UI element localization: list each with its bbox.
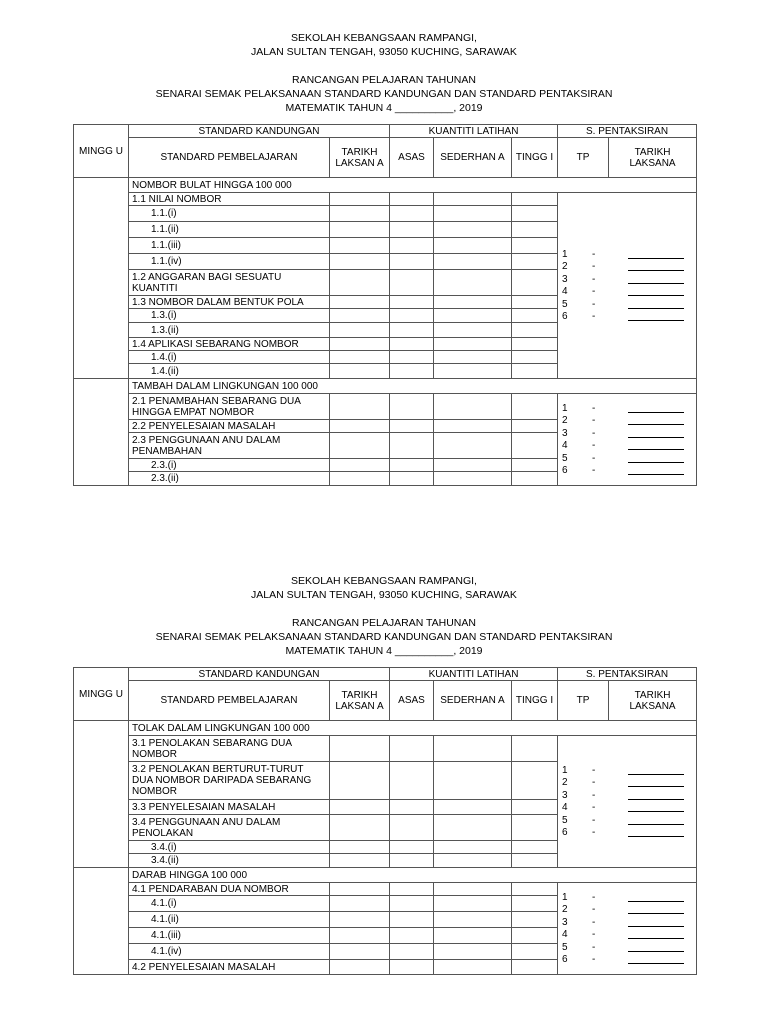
tp-date-blank[interactable] bbox=[628, 462, 684, 463]
tp-level-6 bbox=[558, 954, 696, 967]
tinggi-cell[interactable] bbox=[512, 238, 558, 254]
tarikh-cell[interactable] bbox=[330, 472, 390, 486]
tp-dash: - bbox=[592, 248, 596, 260]
standard-row: 1.4 APLIKASI SEBARANG NOMBOR bbox=[129, 338, 330, 351]
tp-dash: - bbox=[592, 764, 596, 776]
tinggi-cell[interactable] bbox=[512, 254, 558, 270]
tarikh-cell[interactable] bbox=[330, 815, 390, 841]
tp-level-number: 4 bbox=[562, 929, 568, 941]
asas-cell[interactable] bbox=[390, 323, 434, 338]
asas-cell[interactable] bbox=[390, 433, 434, 459]
tp-date-blank[interactable] bbox=[628, 836, 684, 837]
tp-list bbox=[558, 891, 696, 966]
asas-cell[interactable] bbox=[390, 394, 434, 420]
tarikh-cell[interactable] bbox=[330, 912, 390, 928]
tp-dash: - bbox=[592, 954, 596, 966]
kuantiti-latihan-header: KUANTITI LATIHAN bbox=[390, 125, 558, 138]
asas-cell[interactable] bbox=[390, 472, 434, 486]
tinggi-cell[interactable] bbox=[512, 960, 558, 975]
standard-row: 1.1 NILAI NOMBOR bbox=[129, 193, 330, 206]
standard-row: 1.3 NOMBOR DALAM BENTUK POLA bbox=[129, 296, 330, 309]
plan-title: RANCANGAN PELAJARAN TAHUNAN bbox=[292, 74, 476, 86]
standard-row: 4.1 PENDARABAN DUA NOMBOR bbox=[129, 883, 330, 896]
tp-level-number: 6 bbox=[562, 465, 568, 477]
standard-row: 1.2 ANGGARAN BAGI SESUATU KUANTITI bbox=[129, 270, 330, 296]
tp-level-1 bbox=[558, 402, 696, 415]
tp-level-number: 6 bbox=[562, 954, 568, 966]
tinggi-cell[interactable] bbox=[512, 270, 558, 296]
tp-list bbox=[558, 764, 696, 839]
asas-cell[interactable] bbox=[390, 351, 434, 364]
asas-cell[interactable] bbox=[390, 960, 434, 975]
tp-list bbox=[558, 248, 696, 323]
minggu-header: MINGG U bbox=[74, 125, 129, 178]
sederhana-cell[interactable] bbox=[434, 364, 512, 379]
tp-date-blank[interactable] bbox=[628, 901, 684, 902]
tp-level-5 bbox=[558, 941, 696, 954]
tp-level-number: 3 bbox=[562, 427, 568, 439]
tp-dash: - bbox=[592, 465, 596, 477]
asas-cell[interactable] bbox=[390, 270, 434, 296]
tarikh-cell[interactable] bbox=[330, 338, 390, 351]
tp-level-number: 1 bbox=[562, 248, 568, 260]
tp-date-blank[interactable] bbox=[628, 786, 684, 787]
tp-dash: - bbox=[592, 273, 596, 285]
header-block-1 bbox=[0, 31, 768, 115]
tinggi-cell[interactable] bbox=[512, 323, 558, 338]
standard-row: 4.1.(i) bbox=[129, 896, 330, 912]
sederhana-cell[interactable] bbox=[434, 254, 512, 270]
asas-cell[interactable] bbox=[390, 238, 434, 254]
asas-cell[interactable] bbox=[390, 193, 434, 206]
tp-level-1 bbox=[558, 248, 696, 261]
standard-row: 1.1.(iii) bbox=[129, 238, 330, 254]
sederhana-cell[interactable] bbox=[434, 193, 512, 206]
tinggi-cell[interactable] bbox=[512, 309, 558, 323]
tp-level-number: 3 bbox=[562, 273, 568, 285]
tp-dash: - bbox=[592, 904, 596, 916]
tinggi-cell[interactable] bbox=[512, 815, 558, 841]
tp-level-number: 2 bbox=[562, 261, 568, 273]
school-name: SEKOLAH KEBANGSAAN RAMPANGI, bbox=[291, 575, 477, 587]
asas-cell[interactable] bbox=[390, 222, 434, 238]
section-title: TAMBAH DALAM LINGKUNGAN 100 000 bbox=[129, 379, 697, 394]
asas-cell[interactable] bbox=[390, 762, 434, 800]
sederhana-cell[interactable] bbox=[434, 206, 512, 222]
tp-level-4 bbox=[558, 286, 696, 299]
standard-row: 3.2 PENOLAKAN BERTURUT-TURUT DUA NOMBOR DARIPADA SEBARANG NOMBOR bbox=[129, 762, 330, 800]
minggu-cell[interactable] bbox=[74, 178, 129, 379]
tp-level-number: 2 bbox=[562, 777, 568, 789]
tarikh-cell[interactable] bbox=[330, 944, 390, 960]
tp-level-3 bbox=[558, 789, 696, 802]
standard-row: 1.1.(i) bbox=[129, 206, 330, 222]
kuantiti-latihan-header: KUANTITI LATIHAN bbox=[390, 668, 558, 681]
tp-level-number: 3 bbox=[562, 916, 568, 928]
sederhana-cell[interactable] bbox=[434, 238, 512, 254]
tarikh-laksana-tp-header: TARIKH LAKSANA bbox=[609, 681, 697, 721]
tp-level-4 bbox=[558, 929, 696, 942]
tp-level-6 bbox=[558, 827, 696, 840]
tp-dash: - bbox=[592, 777, 596, 789]
standard-row: 1.1.(ii) bbox=[129, 222, 330, 238]
tp-list bbox=[558, 402, 696, 477]
tp-dash: - bbox=[592, 941, 596, 953]
school-address: JALAN SULTAN TENGAH, 93050 KUCHING, SARAWAK bbox=[251, 46, 517, 58]
tp-dash: - bbox=[592, 929, 596, 941]
standard-row: 3.4.(ii) bbox=[129, 854, 330, 868]
tinggi-cell[interactable] bbox=[512, 841, 558, 854]
standard-row: 4.1.(iv) bbox=[129, 944, 330, 960]
standard-row: 1.4.(ii) bbox=[129, 364, 330, 379]
sederhana-cell[interactable] bbox=[434, 351, 512, 364]
section-title: NOMBOR BULAT HINGGA 100 000 bbox=[129, 178, 697, 193]
standard-row: 1.3.(i) bbox=[129, 309, 330, 323]
checklist-title: SENARAI SEMAK PELAKSANAAN STANDARD KANDUNGAN DAN STANDARD PENTAKSIRAN bbox=[155, 88, 613, 100]
tp-date-blank[interactable] bbox=[628, 283, 684, 284]
sederhana-cell[interactable] bbox=[434, 338, 512, 351]
asas-cell[interactable] bbox=[390, 338, 434, 351]
tarikh-cell[interactable] bbox=[330, 896, 390, 912]
section-title: DARAB HINGGA 100 000 bbox=[129, 868, 697, 883]
asas-cell[interactable] bbox=[390, 364, 434, 379]
standard-row: 2.3.(i) bbox=[129, 459, 330, 472]
sederhana-cell[interactable] bbox=[434, 896, 512, 912]
tp-date-blank[interactable] bbox=[628, 308, 684, 309]
standard-row: 1.3.(ii) bbox=[129, 323, 330, 338]
tp-level-6 bbox=[558, 465, 696, 478]
tp-date-blank[interactable] bbox=[628, 811, 684, 812]
tp-level-5 bbox=[558, 452, 696, 465]
tinggi-cell[interactable] bbox=[512, 883, 558, 896]
tarikh-cell[interactable] bbox=[330, 254, 390, 270]
tp-level-number: 4 bbox=[562, 440, 568, 452]
minggu-cell[interactable] bbox=[74, 721, 129, 868]
tp-dash: - bbox=[592, 452, 596, 464]
sederhana-cell[interactable] bbox=[434, 762, 512, 800]
tp-date-blank[interactable] bbox=[628, 412, 684, 413]
tinggi-cell[interactable] bbox=[512, 338, 558, 351]
asas-cell[interactable] bbox=[390, 912, 434, 928]
tp-date-blank[interactable] bbox=[628, 270, 684, 271]
tp-dash: - bbox=[592, 827, 596, 839]
tinggi-cell[interactable] bbox=[512, 222, 558, 238]
tp-level-2 bbox=[558, 261, 696, 274]
minggu-cell[interactable] bbox=[74, 379, 129, 486]
tarikh-laksana-header: TARIKH LAKSAN A bbox=[330, 681, 390, 721]
s-pentaksiran-header: S. PENTAKSIRAN bbox=[558, 125, 697, 138]
standard-pembelajaran-header: STANDARD PEMBELAJARAN bbox=[129, 138, 330, 178]
checklist-table-2 bbox=[73, 667, 697, 975]
standard-row: 2.2 PENYELESAIAN MASALAH bbox=[129, 420, 330, 433]
tp-date-blank[interactable] bbox=[628, 963, 684, 964]
tp-level-2 bbox=[558, 415, 696, 428]
section-title: TOLAK DALAM LINGKUNGAN 100 000 bbox=[129, 721, 697, 736]
checklist-table-1 bbox=[73, 124, 697, 486]
tarikh-cell[interactable] bbox=[330, 296, 390, 309]
tp-date-blank[interactable] bbox=[628, 295, 684, 296]
sederhana-header: SEDERHAN A bbox=[434, 138, 512, 178]
sederhana-cell[interactable] bbox=[434, 841, 512, 854]
tinggi-header: TINGG I bbox=[512, 681, 558, 721]
tp-block bbox=[558, 193, 697, 379]
tp-level-4 bbox=[558, 802, 696, 815]
tinggi-cell[interactable] bbox=[512, 351, 558, 364]
tp-level-2 bbox=[558, 904, 696, 917]
tp-date-blank[interactable] bbox=[628, 938, 684, 939]
tp-dash: - bbox=[592, 802, 596, 814]
standard-kandungan-header: STANDARD KANDUNGAN bbox=[129, 668, 390, 681]
sederhana-cell[interactable] bbox=[434, 420, 512, 433]
tarikh-cell[interactable] bbox=[330, 323, 390, 338]
tarikh-cell[interactable] bbox=[330, 351, 390, 364]
standard-row: 2.3.(ii) bbox=[129, 472, 330, 486]
sederhana-cell[interactable] bbox=[434, 854, 512, 868]
tp-date-blank[interactable] bbox=[628, 437, 684, 438]
tarikh-cell[interactable] bbox=[330, 206, 390, 222]
tp-level-5 bbox=[558, 814, 696, 827]
tarikh-cell[interactable] bbox=[330, 364, 390, 379]
tp-date-blank[interactable] bbox=[628, 926, 684, 927]
tp-level-number: 5 bbox=[562, 814, 568, 826]
subject-line: MATEMATIK TAHUN 4 __________, 2019 bbox=[285, 645, 483, 657]
tinggi-cell[interactable] bbox=[512, 800, 558, 815]
asas-cell[interactable] bbox=[390, 944, 434, 960]
sederhana-cell[interactable] bbox=[434, 800, 512, 815]
standard-row: 3.4 PENGGUNAAN ANU DALAM PENOLAKAN bbox=[129, 815, 330, 841]
tp-level-number: 1 bbox=[562, 891, 568, 903]
tp-dash: - bbox=[592, 261, 596, 273]
asas-cell[interactable] bbox=[390, 296, 434, 309]
standard-row: 1.4.(i) bbox=[129, 351, 330, 364]
tarikh-cell[interactable] bbox=[330, 238, 390, 254]
tp-date-blank[interactable] bbox=[628, 449, 684, 450]
tp-level-number: 6 bbox=[562, 311, 568, 323]
s-pentaksiran-header: S. PENTAKSIRAN bbox=[558, 668, 697, 681]
subject-line: MATEMATIK TAHUN 4 __________, 2019 bbox=[285, 102, 483, 114]
sederhana-cell[interactable] bbox=[434, 912, 512, 928]
tp-level-1 bbox=[558, 764, 696, 777]
sederhana-cell[interactable] bbox=[434, 459, 512, 472]
tp-dash: - bbox=[592, 891, 596, 903]
tp-date-blank[interactable] bbox=[628, 424, 684, 425]
tinggi-cell[interactable] bbox=[512, 912, 558, 928]
tarikh-cell[interactable] bbox=[330, 459, 390, 472]
sederhana-cell[interactable] bbox=[434, 944, 512, 960]
tp-level-number: 4 bbox=[562, 802, 568, 814]
tp-header: TP bbox=[558, 138, 609, 178]
tinggi-header: TINGG I bbox=[512, 138, 558, 178]
tp-level-number: 2 bbox=[562, 904, 568, 916]
tinggi-cell[interactable] bbox=[512, 433, 558, 459]
tp-level-1 bbox=[558, 891, 696, 904]
tp-date-blank[interactable] bbox=[628, 320, 684, 321]
asas-cell[interactable] bbox=[390, 928, 434, 944]
tarikh-cell[interactable] bbox=[330, 800, 390, 815]
asas-cell[interactable] bbox=[390, 815, 434, 841]
tinggi-cell[interactable] bbox=[512, 296, 558, 309]
tp-dash: - bbox=[592, 298, 596, 310]
sederhana-cell[interactable] bbox=[434, 296, 512, 309]
tp-level-number: 5 bbox=[562, 298, 568, 310]
sederhana-cell[interactable] bbox=[434, 960, 512, 975]
tp-dash: - bbox=[592, 415, 596, 427]
asas-cell[interactable] bbox=[390, 206, 434, 222]
tinggi-cell[interactable] bbox=[512, 854, 558, 868]
tarikh-cell[interactable] bbox=[330, 928, 390, 944]
sederhana-cell[interactable] bbox=[434, 323, 512, 338]
sederhana-cell[interactable] bbox=[434, 222, 512, 238]
tp-block bbox=[558, 736, 697, 868]
asas-cell[interactable] bbox=[390, 736, 434, 762]
tp-dash: - bbox=[592, 286, 596, 298]
tarikh-cell[interactable] bbox=[330, 420, 390, 433]
tp-block bbox=[558, 883, 697, 975]
plan-title: RANCANGAN PELAJARAN TAHUNAN bbox=[292, 617, 476, 629]
tp-dash: - bbox=[592, 440, 596, 452]
tarikh-cell[interactable] bbox=[330, 762, 390, 800]
standard-row: 4.2 PENYELESAIAN MASALAH bbox=[129, 960, 330, 975]
sederhana-cell[interactable] bbox=[434, 883, 512, 896]
tinggi-cell[interactable] bbox=[512, 736, 558, 762]
tarikh-cell[interactable] bbox=[330, 883, 390, 896]
sederhana-cell[interactable] bbox=[434, 309, 512, 323]
tp-level-5 bbox=[558, 298, 696, 311]
sederhana-cell[interactable] bbox=[434, 270, 512, 296]
standard-row: 2.1 PENAMBAHAN SEBARANG DUA HINGGA EMPAT NOMBOR bbox=[129, 394, 330, 420]
standard-row: 3.4.(i) bbox=[129, 841, 330, 854]
tp-header: TP bbox=[558, 681, 609, 721]
tp-level-number: 6 bbox=[562, 827, 568, 839]
minggu-header: MINGG U bbox=[74, 668, 129, 721]
tarikh-laksana-header: TARIKH LAKSAN A bbox=[330, 138, 390, 178]
asas-cell[interactable] bbox=[390, 841, 434, 854]
tinggi-cell[interactable] bbox=[512, 394, 558, 420]
sederhana-cell[interactable] bbox=[434, 394, 512, 420]
sederhana-cell[interactable] bbox=[434, 472, 512, 486]
tp-dash: - bbox=[592, 916, 596, 928]
tp-level-3 bbox=[558, 916, 696, 929]
sederhana-cell[interactable] bbox=[434, 433, 512, 459]
standard-kandungan-header: STANDARD KANDUNGAN bbox=[129, 125, 390, 138]
tp-date-blank[interactable] bbox=[628, 258, 684, 259]
standard-row: 4.1.(ii) bbox=[129, 912, 330, 928]
tarikh-cell[interactable] bbox=[330, 193, 390, 206]
tp-level-3 bbox=[558, 273, 696, 286]
tarikh-cell[interactable] bbox=[330, 841, 390, 854]
tp-date-blank[interactable] bbox=[628, 774, 684, 775]
tinggi-cell[interactable] bbox=[512, 206, 558, 222]
tinggi-cell[interactable] bbox=[512, 420, 558, 433]
sederhana-cell[interactable] bbox=[434, 736, 512, 762]
tinggi-cell[interactable] bbox=[512, 944, 558, 960]
tp-level-number: 4 bbox=[562, 286, 568, 298]
asas-header: ASAS bbox=[390, 138, 434, 178]
tarikh-cell[interactable] bbox=[330, 394, 390, 420]
school-name: SEKOLAH KEBANGSAAN RAMPANGI, bbox=[291, 32, 477, 44]
tinggi-cell[interactable] bbox=[512, 762, 558, 800]
tp-level-6 bbox=[558, 311, 696, 324]
tp-date-blank[interactable] bbox=[628, 474, 684, 475]
sederhana-header: SEDERHAN A bbox=[434, 681, 512, 721]
asas-cell[interactable] bbox=[390, 800, 434, 815]
tp-level-3 bbox=[558, 427, 696, 440]
tp-level-4 bbox=[558, 440, 696, 453]
tinggi-cell[interactable] bbox=[512, 472, 558, 486]
tinggi-cell[interactable] bbox=[512, 364, 558, 379]
standard-row: 4.1.(iii) bbox=[129, 928, 330, 944]
standard-row: 3.1 PENOLAKAN SEBARANG DUA NOMBOR bbox=[129, 736, 330, 762]
asas-cell[interactable] bbox=[390, 420, 434, 433]
sederhana-cell[interactable] bbox=[434, 928, 512, 944]
tarikh-cell[interactable] bbox=[330, 309, 390, 323]
standard-row: 2.3 PENGGUNAAN ANU DALAM PENAMBAHAN bbox=[129, 433, 330, 459]
tarikh-cell[interactable] bbox=[330, 270, 390, 296]
asas-cell[interactable] bbox=[390, 883, 434, 896]
asas-cell[interactable] bbox=[390, 309, 434, 323]
tarikh-cell[interactable] bbox=[330, 736, 390, 762]
tp-block bbox=[558, 394, 697, 486]
checklist-title: SENARAI SEMAK PELAKSANAAN STANDARD KANDUNGAN DAN STANDARD PENTAKSIRAN bbox=[155, 631, 613, 643]
school-address: JALAN SULTAN TENGAH, 93050 KUCHING, SARAWAK bbox=[251, 589, 517, 601]
tinggi-cell[interactable] bbox=[512, 928, 558, 944]
tp-dash: - bbox=[592, 402, 596, 414]
tarikh-laksana-tp-header: TARIKH LAKSANA bbox=[609, 138, 697, 178]
tp-date-blank[interactable] bbox=[628, 799, 684, 800]
tp-dash: - bbox=[592, 789, 596, 801]
sederhana-cell[interactable] bbox=[434, 815, 512, 841]
standard-row: 1.1.(iv) bbox=[129, 254, 330, 270]
tinggi-cell[interactable] bbox=[512, 896, 558, 912]
tp-level-2 bbox=[558, 777, 696, 790]
tp-date-blank[interactable] bbox=[628, 951, 684, 952]
tarikh-cell[interactable] bbox=[330, 960, 390, 975]
tp-dash: - bbox=[592, 311, 596, 323]
tp-dash: - bbox=[592, 427, 596, 439]
asas-cell[interactable] bbox=[390, 854, 434, 868]
tinggi-cell[interactable] bbox=[512, 193, 558, 206]
tp-level-number: 5 bbox=[562, 941, 568, 953]
tp-date-blank[interactable] bbox=[628, 824, 684, 825]
tarikh-cell[interactable] bbox=[330, 222, 390, 238]
header-block-2 bbox=[0, 574, 768, 658]
tp-level-number: 5 bbox=[562, 452, 568, 464]
asas-header: ASAS bbox=[390, 681, 434, 721]
tarikh-cell[interactable] bbox=[330, 854, 390, 868]
minggu-cell[interactable] bbox=[74, 868, 129, 975]
tarikh-cell[interactable] bbox=[330, 433, 390, 459]
standard-pembelajaran-header: STANDARD PEMBELAJARAN bbox=[129, 681, 330, 721]
tp-level-number: 1 bbox=[562, 402, 568, 414]
tp-dash: - bbox=[592, 814, 596, 826]
tp-level-number: 2 bbox=[562, 415, 568, 427]
tp-level-number: 1 bbox=[562, 764, 568, 776]
asas-cell[interactable] bbox=[390, 459, 434, 472]
asas-cell[interactable] bbox=[390, 896, 434, 912]
tp-level-number: 3 bbox=[562, 789, 568, 801]
tinggi-cell[interactable] bbox=[512, 459, 558, 472]
standard-row: 3.3 PENYELESAIAN MASALAH bbox=[129, 800, 330, 815]
tp-date-blank[interactable] bbox=[628, 913, 684, 914]
asas-cell[interactable] bbox=[390, 254, 434, 270]
